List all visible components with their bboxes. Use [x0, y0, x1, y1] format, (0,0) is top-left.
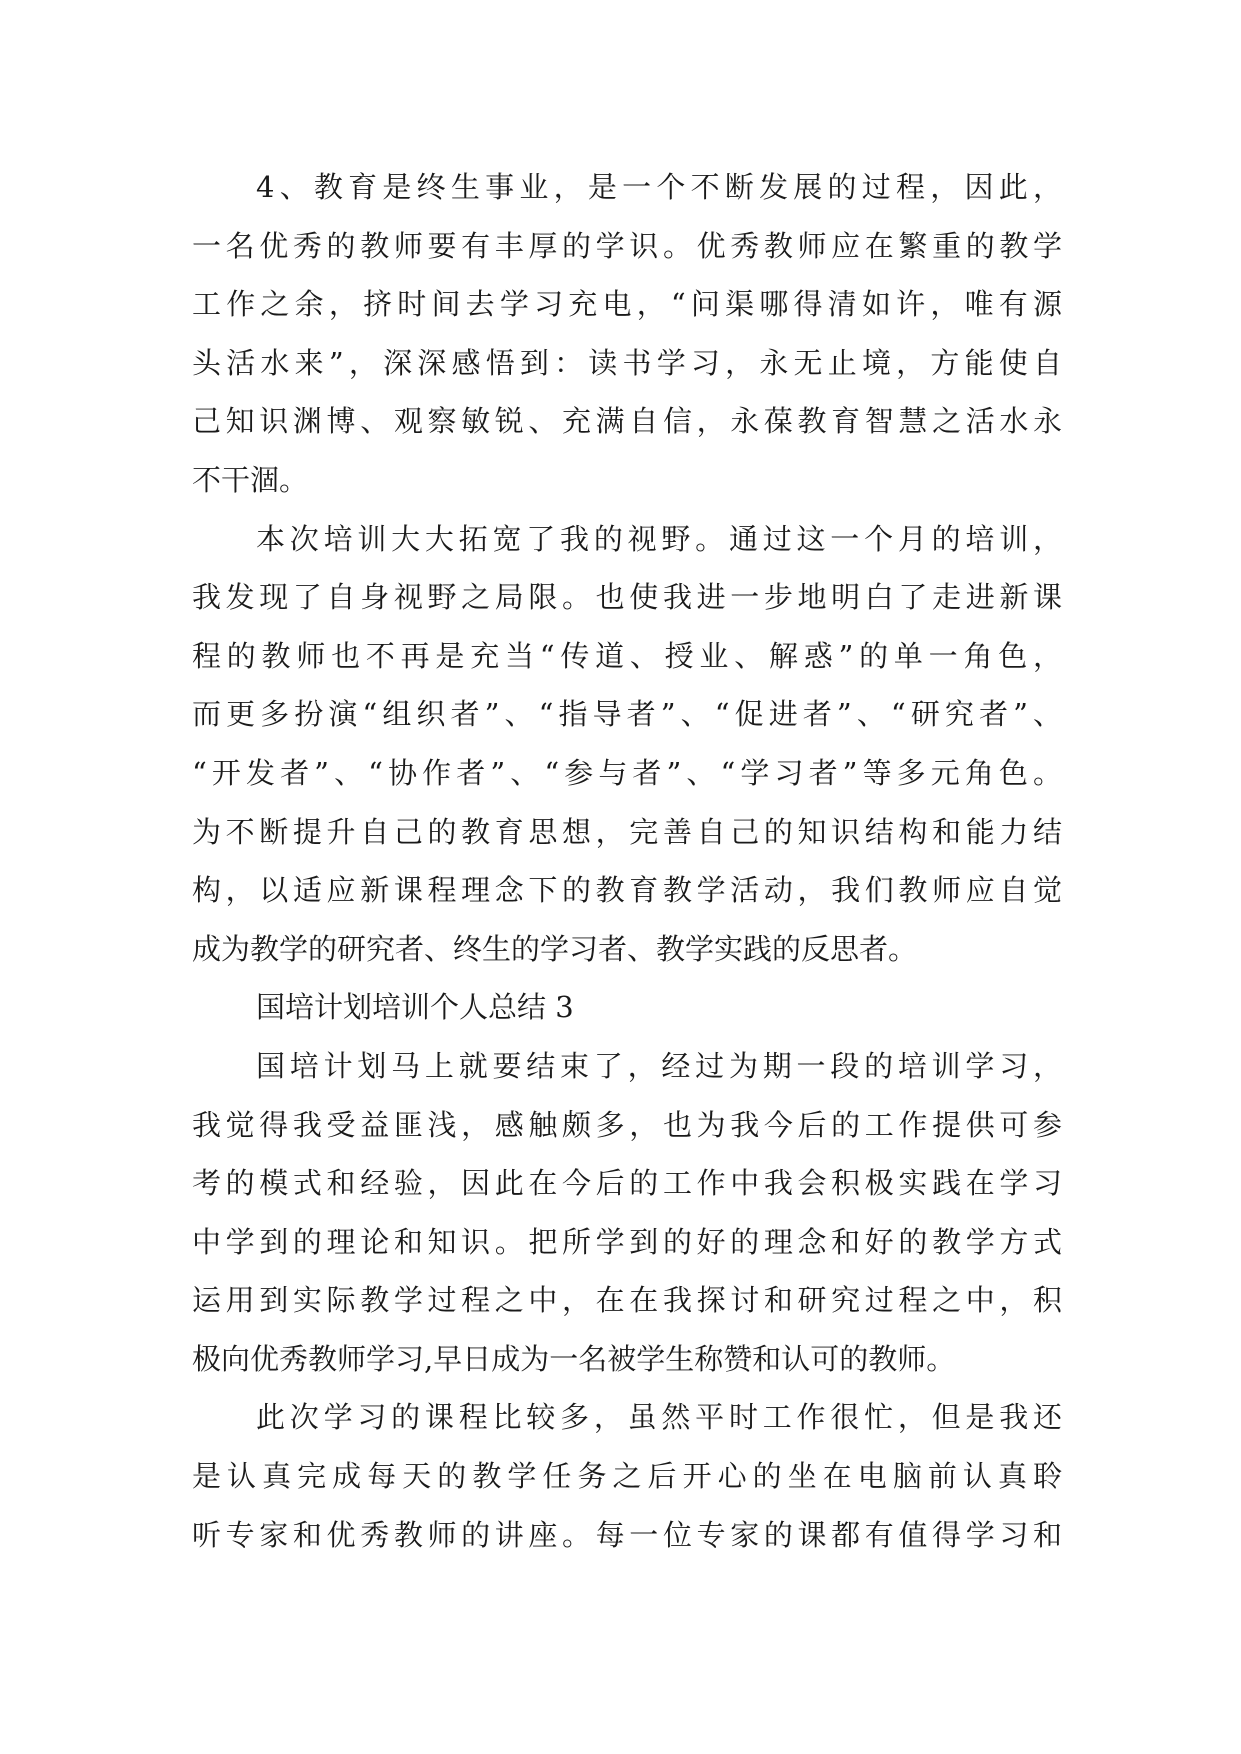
paragraph-line: 程的教师也不再是充当“传道、授业、解惑”的单一角色， [192, 638, 1062, 673]
paragraph-3 [192, 1037, 1062, 1389]
paragraph-2 [192, 510, 1062, 979]
paragraph-line: 为不断提升自己的教育思想，完善自己的知识结构和能力结 [192, 814, 1062, 849]
paragraph-line: 而更多扮演“组织者”、“指导者”、“促进者”、“研究者”、 [192, 697, 1062, 732]
paragraph-1 [192, 158, 1062, 510]
paragraph-line: 听专家和优秀教师的讲座。每一位专家的课都有值得学习和 [192, 1517, 1062, 1552]
paragraph-line: 工作之余，挤时间去学习充电，“问渠哪得清如许，唯有源 [192, 287, 1062, 322]
section-heading: 国培计划培训个人总结 3 [256, 990, 574, 1025]
paragraph-line: 国培计划马上就要结束了，经过为期一段的培训学习， [256, 1048, 1062, 1083]
paragraph-line: 不干涸。 [192, 462, 309, 497]
paragraph-line: 一名优秀的教师要有丰厚的学识。优秀教师应在繁重的教学 [192, 228, 1062, 263]
paragraph-line: 中学到的理论和知识。把所学到的好的理念和好的教学方式 [192, 1224, 1062, 1259]
paragraph-4 [192, 1388, 1062, 1564]
paragraph-line: 是认真完成每天的教学任务之后开心的坐在电脑前认真聆 [192, 1459, 1062, 1494]
paragraph-line: 此次学习的课程比较多，虽然平时工作很忙，但是我还 [256, 1400, 1062, 1435]
paragraph-line: 4、教育是终生事业，是一个不断发展的过程，因此， [256, 170, 1062, 204]
paragraph-line: 我觉得我受益匪浅，感触颇多，也为我今后的工作提供可参 [192, 1107, 1062, 1142]
paragraph-line: 考的模式和经验，因此在今后的工作中我会积极实践在学习 [192, 1166, 1062, 1201]
paragraph-line: 构，以适应新课程理念下的教育教学活动，我们教师应自觉 [192, 873, 1062, 908]
paragraph-line: 极向优秀教师学习,早日成为一名被学生称赞和认可的教师。 [192, 1341, 956, 1376]
document-body [192, 158, 1062, 1564]
paragraph-line: 本次培训大大拓宽了我的视野。通过这一个月的培训， [256, 521, 1062, 556]
paragraph-line: 我发现了自身视野之局限。也使我进一步地明白了走进新课 [192, 580, 1062, 615]
paragraph-line: 运用到实际教学过程之中，在在我探讨和研究过程之中，积 [192, 1283, 1062, 1318]
paragraph-line: 头活水来”，深深感悟到：读书学习，永无止境，方能使自 [192, 345, 1062, 380]
paragraph-line: “开发者”、“协作者”、“参与者”、“学习者”等多元角色。 [192, 755, 1062, 790]
paragraph-line: 成为教学的研究者、终生的学习者、教学实践的反思者。 [192, 931, 918, 966]
paragraph-line: 己知识渊博、观察敏锐、充满自信，永葆教育智慧之活水永 [192, 404, 1062, 439]
